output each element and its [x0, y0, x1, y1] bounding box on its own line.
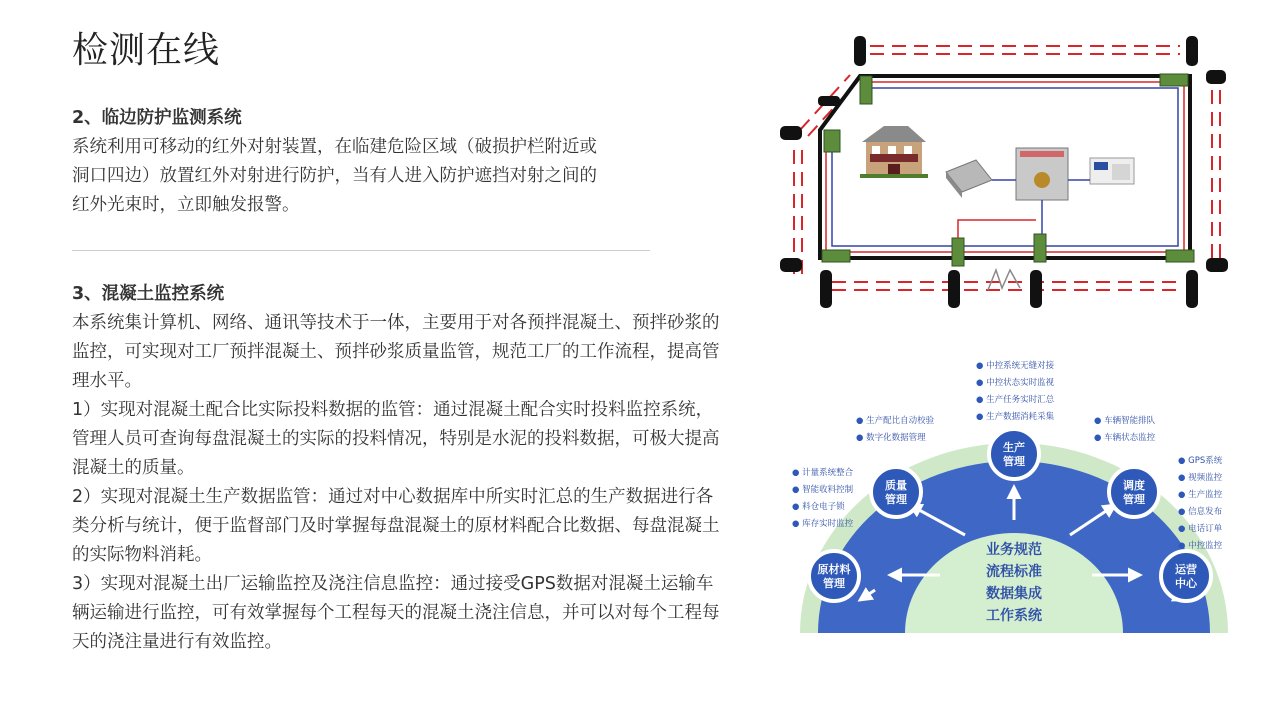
concrete-management-diagram	[780, 350, 1240, 640]
svg-text:● 视频监控: ● 视频监控	[1178, 473, 1223, 483]
section-concrete-monitoring	[72, 280, 772, 657]
svg-text:● 数字化数据管理: ● 数字化数据管理	[856, 433, 926, 443]
list-item: 中控状态实时监视	[986, 378, 1055, 388]
node-production	[989, 429, 1039, 479]
list-item: 生产任务实时汇总	[986, 395, 1055, 405]
paragraph-line: 混凝土的质量。	[72, 458, 195, 478]
list-item: 视频监控	[1188, 473, 1223, 483]
node-label: 生产	[1003, 441, 1025, 454]
list-quality	[856, 415, 935, 443]
svg-text:● 料仓电子锁: ● 料仓电子锁	[792, 502, 845, 512]
list-item: 中控监控	[1188, 541, 1223, 551]
power-supply-icon	[946, 160, 992, 198]
node-label: 管理	[823, 577, 845, 590]
paragraph-line: 本系统集计算机、网络、通讯等技术于一体，主要用于对各预拌混凝土、预拌砂浆的	[72, 313, 720, 333]
paragraph-line: 天的浇注量进行有效监控。	[72, 632, 282, 652]
paragraph-line: 类分析与统计，便于监督部门及时掌握每盘混凝土的原材料配合比数据、每盘混凝土	[72, 516, 720, 536]
list-production	[976, 360, 1055, 422]
svg-text:● 信息发布: ● 信息发布	[1178, 507, 1223, 517]
list-item: 数字化数据管理	[866, 433, 926, 443]
svg-text:● 生产配比自动校验: ● 生产配比自动校验	[856, 416, 935, 426]
node-raw-material	[809, 551, 859, 601]
list-item: 生产监控	[1188, 490, 1223, 500]
paragraph-line: 3）实现对混凝土出厂运输监控及浇注信息监控：通过接受GPS数据对混凝土运输车	[72, 574, 714, 594]
paragraph-line: 红外光束时，立即触发报警。	[72, 195, 300, 215]
paragraph-line: 洞口四边）放置红外对射进行防护，当有人进入防护遮挡对射之间的	[72, 166, 597, 186]
section-heading: 2、临边防护监测系统	[72, 108, 242, 128]
node-operations-center	[1161, 551, 1211, 601]
node-dispatch	[1109, 467, 1159, 517]
paragraph-line: 管理人员可查询每盘混凝土的实际的投料情况，特别是水泥的投料数据，可极大提高	[72, 429, 720, 449]
svg-text:● 生产任务实时汇总: ● 生产任务实时汇总	[976, 395, 1055, 405]
list-dispatch	[1094, 415, 1156, 443]
list-item: GPS系统	[1188, 456, 1223, 466]
node-label: 运营	[1175, 563, 1197, 576]
list-item: 中控系统无缝对接	[986, 361, 1055, 371]
node-label: 质量	[885, 479, 907, 492]
paragraph-line: 系统利用可移动的红外对射装置，在临建危险区域（破损护栏附近或	[72, 137, 597, 157]
node-label: 管理	[1123, 493, 1145, 506]
list-item: 车辆智能排队	[1104, 416, 1156, 426]
node-label: 中心	[1175, 577, 1197, 590]
page-title: 检测在线	[72, 30, 221, 71]
keypad-icon	[1090, 158, 1134, 184]
list-item: 智能收料控制	[802, 485, 854, 495]
svg-text:● 智能收料控制: ● 智能收料控制	[792, 485, 854, 495]
svg-text:● GPS系统: ● GPS系统	[1178, 456, 1223, 466]
paragraph-line: 监控，可实现对工厂预拌混凝土、预拌砂浆质量监管，规范工厂的工作流程，提高管	[72, 342, 720, 362]
svg-text:● 车辆状态监控: ● 车辆状态监控	[1094, 433, 1156, 443]
svg-text:● 生产监控: ● 生产监控	[1178, 490, 1223, 500]
center-line: 流程标准	[986, 564, 1042, 580]
paragraph-line: 的实际物料消耗。	[72, 545, 212, 565]
center-line: 数据集成	[986, 586, 1042, 602]
list-item: 生产配比自动校验	[866, 416, 935, 426]
list-item: 生产数据消耗采集	[986, 412, 1055, 422]
svg-text:● 中控状态实时监视: ● 中控状态实时监视	[976, 378, 1055, 388]
list-item: 信息发布	[1188, 507, 1223, 517]
section-edge-protection	[72, 104, 652, 220]
paragraph-line: 辆运输进行监控，可有效掌握每个工程每天的混凝土浇注信息，并可以对每个工程每	[72, 603, 720, 623]
center-line: 工作系统	[986, 608, 1042, 624]
node-quality	[871, 467, 921, 517]
list-item: 库存实时监控	[802, 519, 854, 529]
svg-text:● 生产数据消耗采集: ● 生产数据消耗采集	[976, 412, 1055, 422]
section-divider	[72, 250, 650, 251]
house-icon	[860, 126, 928, 178]
alarm-host-icon	[1016, 148, 1068, 200]
list-item: 车辆状态监控	[1104, 433, 1156, 443]
list-item: 计量系统整合	[802, 468, 854, 478]
paragraph-line: 1）实现对混凝土配合比实际投料数据的监管：通过混凝土配合实时投料监控系统，	[72, 400, 714, 420]
list-item: 电话订单	[1188, 524, 1223, 534]
list-item: 料仓电子锁	[802, 502, 845, 512]
center-line: 业务规范	[986, 542, 1042, 558]
infrared-perimeter-illustration	[780, 30, 1230, 315]
svg-text:● 中控监控: ● 中控监控	[1178, 541, 1223, 551]
paragraph-line: 理水平。	[72, 371, 142, 391]
svg-text:● 车辆智能排队: ● 车辆智能排队	[1094, 416, 1156, 426]
list-raw-material	[792, 467, 854, 529]
node-label: 调度	[1123, 479, 1145, 492]
node-label: 管理	[885, 493, 907, 506]
svg-text:● 库存实时监控: ● 库存实时监控	[792, 519, 854, 529]
paragraph-line: 2）实现对混凝土生产数据监管：通过对中心数据库中所实时汇总的生产数据进行各	[72, 487, 714, 507]
svg-text:● 电话订单: ● 电话订单	[1178, 524, 1223, 534]
svg-text:● 中控系统无缝对接: ● 中控系统无缝对接	[976, 361, 1055, 371]
svg-text:● 计量系统整合: ● 计量系统整合	[792, 468, 854, 478]
section-heading: 3、混凝土监控系统	[72, 284, 225, 304]
node-label: 原材料	[817, 563, 851, 576]
node-label: 管理	[1003, 455, 1025, 468]
